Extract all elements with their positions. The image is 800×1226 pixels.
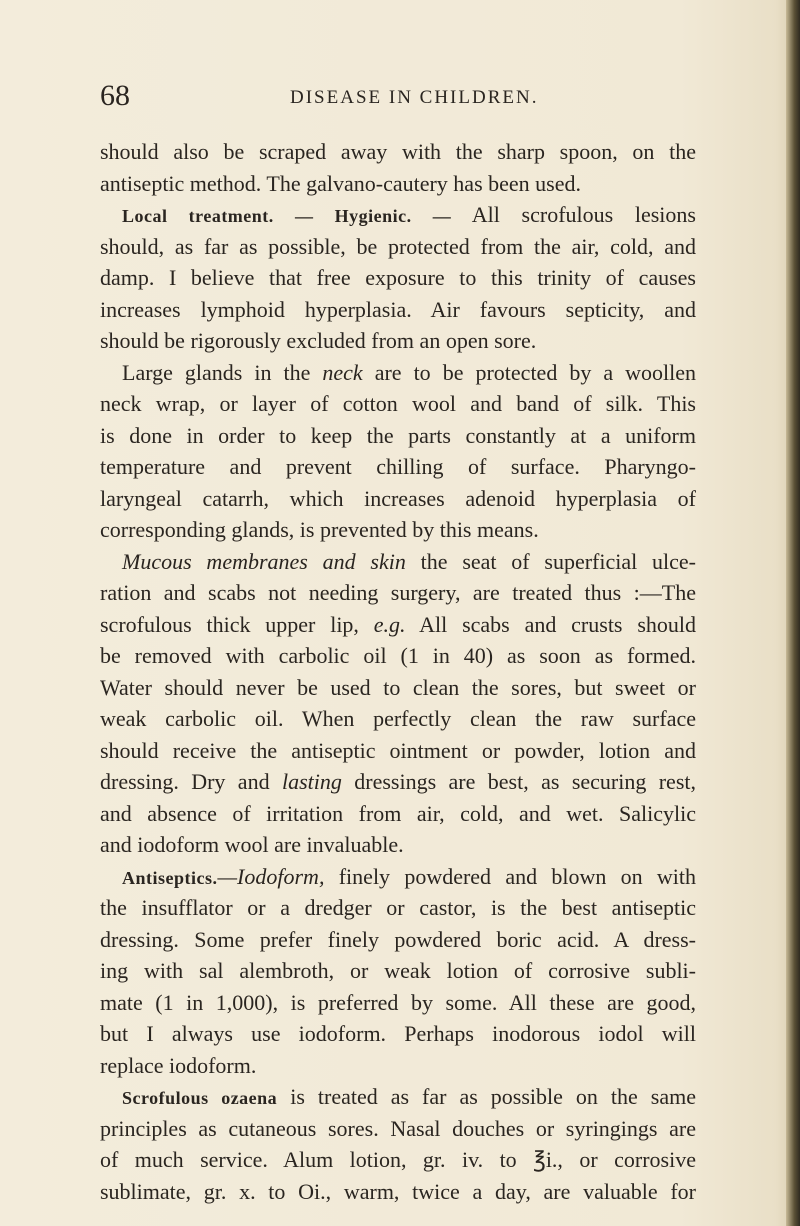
text-line: but I always use iodoform. Perhaps inodorous iodol will [100, 1021, 696, 1046]
text-line: Water should never be used to clean the sores, but sweet or [100, 674, 696, 700]
text-line: be removed with carbolic oil (1 in 40) as soon as formed. [100, 643, 696, 668]
text-line: replace iodoform. [100, 1052, 257, 1078]
text-line: should be rigorously excluded from an open sore. [100, 328, 537, 353]
section-heading-antiseptics: Antiseptics. [122, 867, 218, 888]
text-line: Local treatment. — Hygienic. — All scrofulous lesions [122, 202, 696, 227]
text-line: mate (1 in 1,000), is preferred by some. All these are good, [100, 989, 696, 1015]
text-line: should also be scraped away with the sharp spoon, on the [100, 139, 696, 164]
text-line: scrofulous thick upper lip, e.g. All scabs and crusts should [100, 611, 696, 637]
page-header [100, 78, 690, 118]
text-line: ration and scabs not needing surgery, are treated thus :—The [100, 580, 696, 605]
section-heading-local-treatment: Local treatment. — Hygienic. — [122, 206, 452, 226]
text-line: increases lymphoid hyperplasia. Air favours septicity, and [100, 296, 696, 322]
text-line: corresponding glands, is prevented by this means. [100, 517, 539, 542]
text-line: dressing. Some prefer finely powdered boric acid. A dress- [100, 926, 696, 952]
text-line: and iodoform wool are invaluable. [100, 832, 404, 857]
text-line: laryngeal catarrh, which increases adenoid hyperplasia of [100, 485, 696, 511]
text-line: neck wrap, or layer of cotton wool and band of silk. This [100, 391, 696, 416]
page-edge-shadow [786, 0, 800, 1226]
text-line: should receive the antiseptic ointment or powder, lotion and [100, 737, 696, 763]
text-line: damp. I believe that free exposure to this trinity of causes [100, 265, 696, 290]
text-line: Scrofulous ozaena is treated as far as possible on the same [122, 1084, 697, 1109]
text-line: dressing. Dry and lasting dressings are best, as securing rest, [100, 769, 696, 794]
text-line: the insufflator or a dredger or castor, is the best antiseptic [100, 895, 696, 920]
text-line: Mucous membranes and skin the seat of superficial ulce- [122, 548, 696, 574]
text-line: sublimate, gr. x. to Oi., warm, twice a day, are valuable for [100, 1178, 696, 1204]
text-line: Antiseptics.—Iodoform, finely powdered and blown on with [122, 863, 697, 889]
text-line: temperature and prevent chilling of surface. Pharyngo- [100, 454, 696, 479]
text-line: of much service. Alum lotion, gr. iv. to ℥i., or corrosive [100, 1147, 696, 1172]
body-text [100, 136, 696, 1207]
text-line: is done in order to keep the parts constantly at a uniform [100, 422, 696, 448]
text-line: Large glands in the neck are to be protected by a woollen [122, 359, 697, 385]
subheading-mucous-membranes: Mucous membranes and skin [122, 548, 406, 574]
text-line: weak carbolic oil. When perfectly clean the raw surface [100, 706, 696, 731]
page-number: 68 [100, 79, 130, 112]
text-line: ing with sal alembroth, or weak lotion of corrosive subli- [100, 958, 696, 983]
text-line: principles as cutaneous sores. Nasal douches or syringings are [100, 1115, 696, 1141]
section-heading-scrofulous-ozaena: Scrofulous ozaena [122, 1088, 278, 1108]
running-title: DISEASE IN CHILDREN. [290, 87, 539, 108]
text-line: should, as far as possible, be protected from the air, cold, and [100, 233, 696, 259]
text-line: and absence of irritation from air, cold, and wet. Salicylic [100, 800, 696, 826]
text-line: antiseptic method. The galvano-cautery has been used. [100, 170, 581, 196]
